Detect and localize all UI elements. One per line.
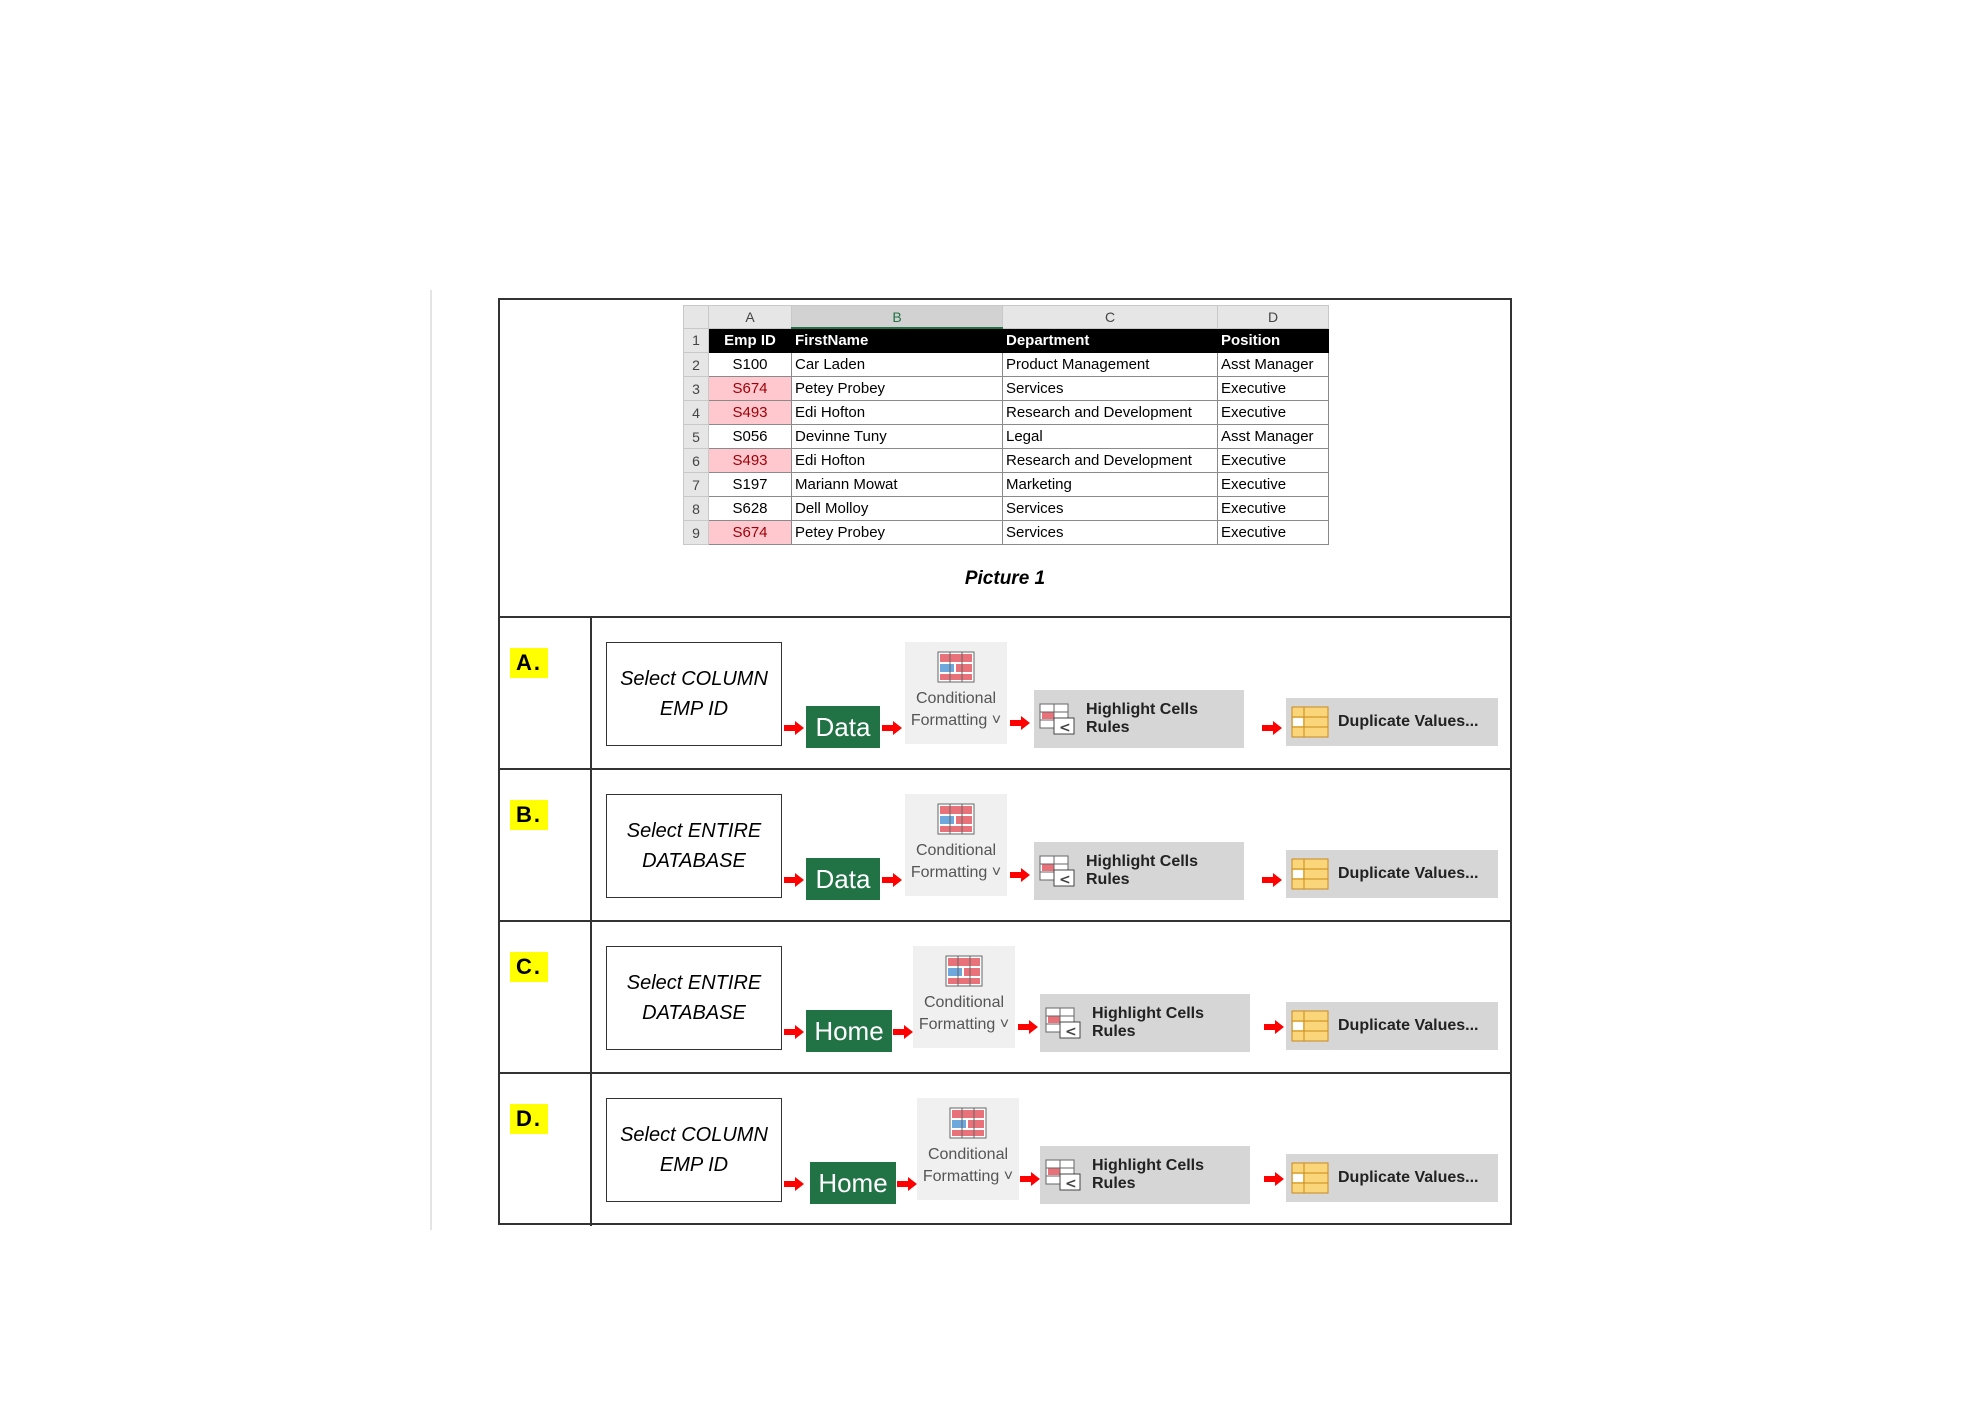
table-row xyxy=(684,473,1329,497)
highlight-cells-rules-icon xyxy=(1038,854,1078,888)
conditional-formatting-icon xyxy=(948,1106,988,1140)
table-cell: Mariann Mowat xyxy=(792,473,1003,497)
table-cell: Asst Manager xyxy=(1218,353,1329,377)
page-margin-line xyxy=(430,290,432,1230)
table-cell: Dell Molloy xyxy=(792,497,1003,521)
table-cell: Petey Probey xyxy=(792,377,1003,401)
select-step-box xyxy=(606,946,782,1050)
header-cell: Position xyxy=(1218,328,1329,353)
right-arrow-icon xyxy=(1264,1020,1284,1034)
table-cell: Services xyxy=(1003,497,1218,521)
select-step-box xyxy=(606,794,782,898)
column-header-d: D xyxy=(1218,306,1329,329)
table-cell: Executive xyxy=(1218,449,1329,473)
select-step-line: Select COLUMN xyxy=(620,668,768,690)
highlight-cells-rules-icon xyxy=(1044,1006,1084,1040)
duplicate-values-icon xyxy=(1290,1161,1330,1195)
emp-id-cell: S628 xyxy=(709,497,792,521)
table-cell: Executive xyxy=(1218,377,1329,401)
column-header-c: C xyxy=(1003,306,1218,329)
cf-label-line1: Conditional xyxy=(915,842,997,859)
table-cell: Executive xyxy=(1218,473,1329,497)
select-step-box xyxy=(606,642,782,746)
table-cell: Edi Hofton xyxy=(792,449,1003,473)
picture-caption: Picture 1 xyxy=(964,568,1046,589)
right-arrow-icon xyxy=(1020,1172,1040,1186)
header-cell: Emp ID xyxy=(709,328,792,353)
option-letter-c[interactable]: C. xyxy=(510,952,548,982)
highlight-cells-rules-label: Highlight Cells Rules xyxy=(1092,1157,1204,1192)
duplicate-values-button[interactable] xyxy=(1286,1002,1498,1050)
cf-label-line2: Formatting ˅ xyxy=(918,1016,1010,1033)
emp-id-cell: S197 xyxy=(709,473,792,497)
table-cell: Product Management xyxy=(1003,353,1218,377)
right-arrow-icon xyxy=(1010,716,1030,730)
highlight-cells-rules-label: Highlight Cells Rules xyxy=(1092,1005,1204,1040)
table-cell: Legal xyxy=(1003,425,1218,449)
home-tab-button[interactable]: Home xyxy=(806,1010,892,1052)
emp-id-cell-duplicate: S493 xyxy=(709,401,792,425)
spreadsheet xyxy=(683,305,1329,545)
highlight-cells-rules-label: Highlight Cells Rules xyxy=(1086,701,1198,736)
column-header-a: A xyxy=(709,306,792,329)
duplicate-values-icon xyxy=(1290,1009,1330,1043)
row-number: 1 xyxy=(684,328,709,353)
cf-label-line2: Formatting ˅ xyxy=(922,1168,1014,1185)
select-step-line: EMP ID xyxy=(659,698,729,720)
row-number: 9 xyxy=(684,521,709,545)
highlight-cells-rules-button[interactable] xyxy=(1040,1146,1250,1204)
highlight-cells-rules-label: Highlight Cells Rules xyxy=(1086,853,1198,888)
right-arrow-icon xyxy=(784,721,804,735)
picture-row xyxy=(500,300,1510,618)
option-row-b xyxy=(500,770,1510,922)
table-cell: Devinne Tuny xyxy=(792,425,1003,449)
table-cell: Car Laden xyxy=(792,353,1003,377)
right-arrow-icon xyxy=(882,873,902,887)
select-step-line: EMP ID xyxy=(659,1154,729,1176)
cf-label-line2: Formatting ˅ xyxy=(910,864,1002,881)
table-cell: Edi Hofton xyxy=(792,401,1003,425)
table-cell: Asst Manager xyxy=(1218,425,1329,449)
row-number: 5 xyxy=(684,425,709,449)
right-arrow-icon xyxy=(1010,868,1030,882)
right-arrow-icon xyxy=(1018,1020,1038,1034)
right-arrow-icon xyxy=(784,1177,804,1191)
cf-label-line2: Formatting ˅ xyxy=(910,712,1002,729)
option-label-cell xyxy=(500,618,592,768)
table-header-row xyxy=(684,328,1329,353)
row-number: 8 xyxy=(684,497,709,521)
select-step-box xyxy=(606,1098,782,1202)
table-row xyxy=(684,497,1329,521)
row-number: 4 xyxy=(684,401,709,425)
emp-id-cell-duplicate: S674 xyxy=(709,377,792,401)
duplicate-values-button[interactable] xyxy=(1286,850,1498,898)
table-cell: Services xyxy=(1003,521,1218,545)
option-label-cell xyxy=(500,1074,592,1226)
table-row xyxy=(684,353,1329,377)
question-table xyxy=(498,298,1512,1225)
table-row xyxy=(684,401,1329,425)
emp-id-cell-duplicate: S674 xyxy=(709,521,792,545)
option-label-cell xyxy=(500,770,592,920)
svg-text:<: < xyxy=(1059,720,1071,736)
svg-text:<: < xyxy=(1059,872,1071,888)
right-arrow-icon xyxy=(893,1025,913,1039)
data-tab-button[interactable]: Data xyxy=(806,706,880,748)
table-cell: Research and Development xyxy=(1003,449,1218,473)
highlight-cells-rules-icon xyxy=(1038,702,1078,736)
select-step-line: Select ENTIRE xyxy=(626,820,762,842)
conditional-formatting-button[interactable] xyxy=(905,642,1007,744)
highlight-cells-rules-button[interactable] xyxy=(1034,690,1244,748)
emp-id-cell: S100 xyxy=(709,353,792,377)
table-row xyxy=(684,449,1329,473)
home-tab-button[interactable]: Home xyxy=(810,1162,896,1204)
table-cell: Executive xyxy=(1218,497,1329,521)
highlight-cells-rules-button[interactable] xyxy=(1040,994,1250,1052)
header-cell: Department xyxy=(1003,328,1218,353)
table-cell: Research and Development xyxy=(1003,401,1218,425)
conditional-formatting-button[interactable] xyxy=(913,946,1015,1048)
data-tab-button[interactable]: Data xyxy=(806,858,880,900)
svg-text:<: < xyxy=(1065,1024,1077,1040)
row-number: 2 xyxy=(684,353,709,377)
duplicate-values-button[interactable] xyxy=(1286,1154,1498,1202)
table-cell: Marketing xyxy=(1003,473,1218,497)
conditional-formatting-icon xyxy=(936,650,976,684)
option-row-a xyxy=(500,618,1510,770)
duplicate-values-label: Duplicate Values... xyxy=(1338,713,1479,730)
emp-id-cell: S056 xyxy=(709,425,792,449)
row-number: 6 xyxy=(684,449,709,473)
duplicate-values-label: Duplicate Values... xyxy=(1338,1017,1479,1034)
cf-label-line1: Conditional xyxy=(923,994,1005,1011)
select-step-line: DATABASE xyxy=(642,850,746,872)
conditional-formatting-icon xyxy=(944,954,984,988)
select-step-line: DATABASE xyxy=(642,1002,746,1024)
cf-label-line1: Conditional xyxy=(927,1146,1009,1163)
select-step-line: Select COLUMN xyxy=(620,1124,768,1146)
table-row xyxy=(684,521,1329,545)
duplicate-values-label: Duplicate Values... xyxy=(1338,865,1479,882)
table-cell: Executive xyxy=(1218,521,1329,545)
right-arrow-icon xyxy=(1262,721,1282,735)
table-cell: Executive xyxy=(1218,401,1329,425)
right-arrow-icon xyxy=(1264,1172,1284,1186)
table-row xyxy=(684,425,1329,449)
column-header-row xyxy=(684,306,1329,329)
right-arrow-icon xyxy=(897,1177,917,1191)
select-all-corner xyxy=(684,306,709,329)
header-cell: FirstName xyxy=(792,328,1003,353)
table-cell: Services xyxy=(1003,377,1218,401)
option-row-c xyxy=(500,922,1510,1074)
duplicate-values-label: Duplicate Values... xyxy=(1338,1169,1479,1186)
column-header-b: B xyxy=(792,306,1003,329)
duplicate-values-icon xyxy=(1290,705,1330,739)
option-row-d xyxy=(500,1074,1510,1226)
option-letter-b[interactable]: B. xyxy=(510,800,548,830)
duplicate-values-button[interactable] xyxy=(1286,698,1498,746)
right-arrow-icon xyxy=(882,721,902,735)
table-row xyxy=(684,377,1329,401)
right-arrow-icon xyxy=(784,1025,804,1039)
table-cell: Petey Probey xyxy=(792,521,1003,545)
option-label-cell xyxy=(500,922,592,1072)
option-letter-a[interactable]: A. xyxy=(510,648,548,678)
svg-text:<: < xyxy=(1065,1176,1077,1192)
select-step-line: Select ENTIRE xyxy=(626,972,762,994)
duplicate-values-icon xyxy=(1290,857,1330,891)
highlight-cells-rules-button[interactable] xyxy=(1034,842,1244,900)
highlight-cells-rules-icon xyxy=(1044,1158,1084,1192)
conditional-formatting-icon xyxy=(936,802,976,836)
conditional-formatting-button[interactable] xyxy=(905,794,1007,896)
row-number: 7 xyxy=(684,473,709,497)
emp-id-cell-duplicate: S493 xyxy=(709,449,792,473)
cf-label-line1: Conditional xyxy=(915,690,997,707)
row-number: 3 xyxy=(684,377,709,401)
right-arrow-icon xyxy=(1262,873,1282,887)
option-letter-d[interactable]: D. xyxy=(510,1104,548,1134)
right-arrow-icon xyxy=(784,873,804,887)
conditional-formatting-button[interactable] xyxy=(917,1098,1019,1200)
